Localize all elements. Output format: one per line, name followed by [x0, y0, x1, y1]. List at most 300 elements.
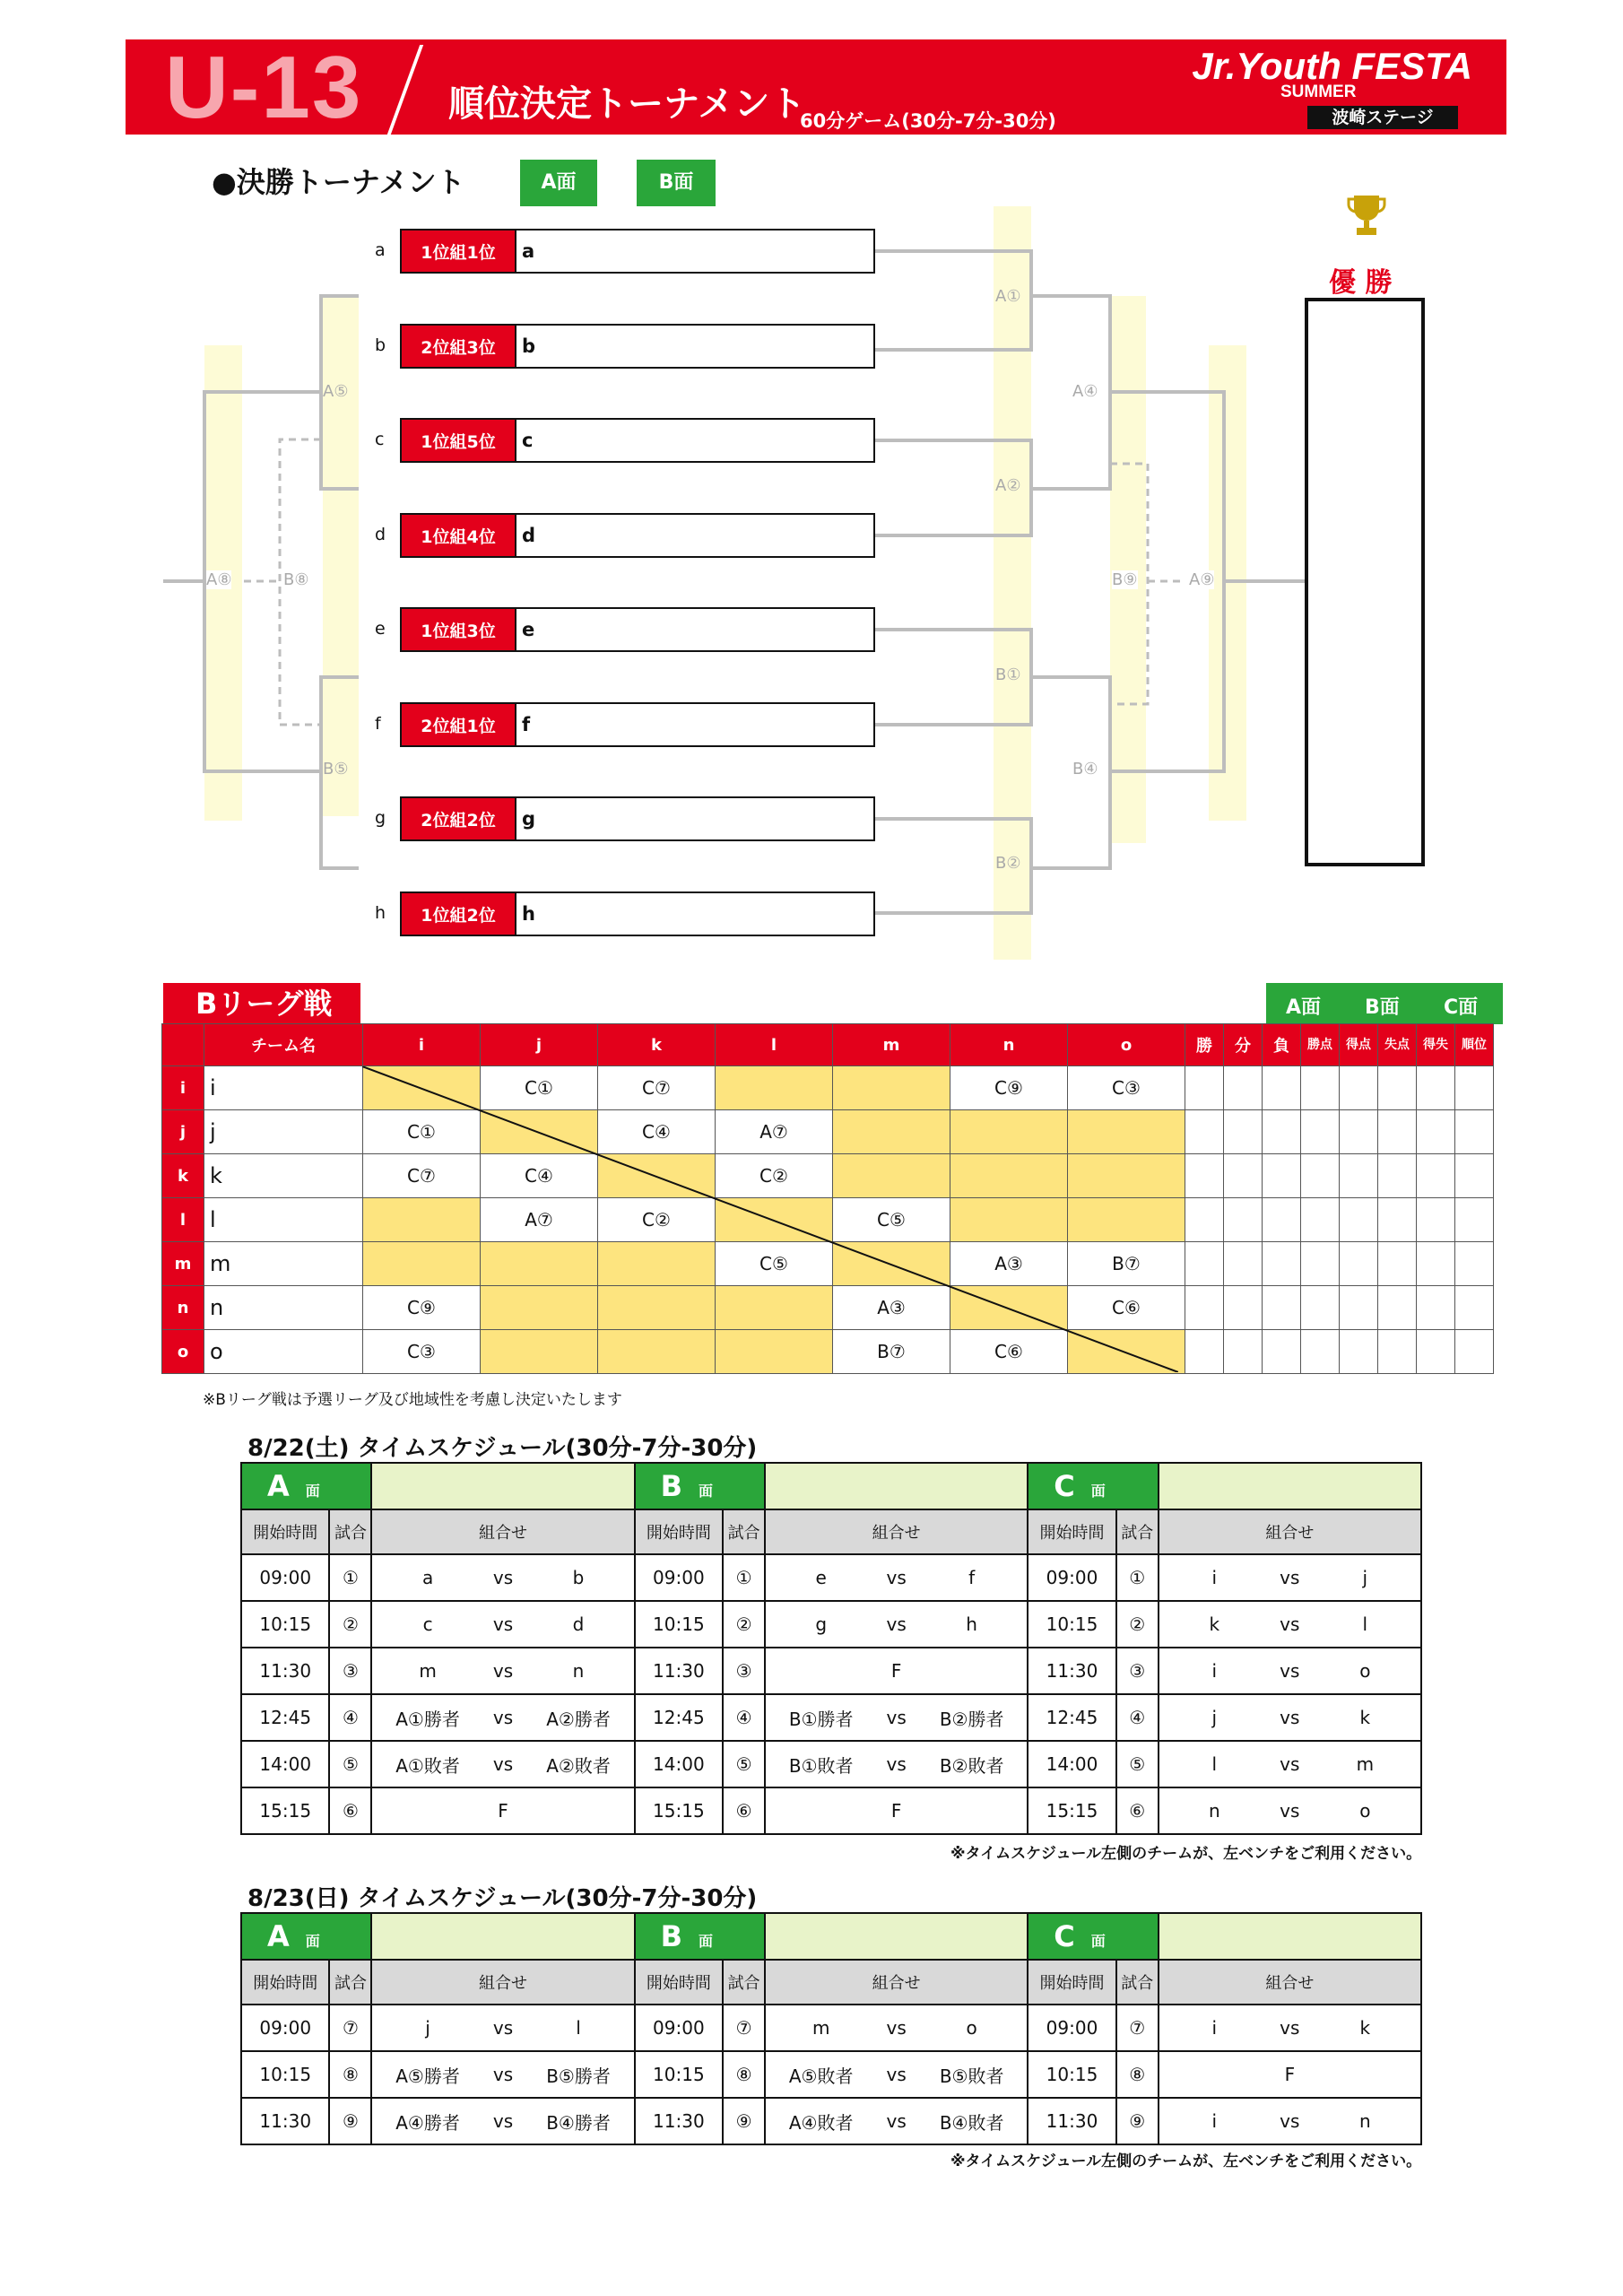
stat-cell	[1185, 1198, 1224, 1242]
start-time: 10:15	[1028, 1601, 1115, 1648]
home-team: i	[1159, 2005, 1270, 2051]
court-letter: C	[1054, 1919, 1075, 1953]
start-time: 11:30	[635, 1648, 723, 1694]
league-court-b: B面	[1365, 996, 1400, 1019]
col-match: 試合	[1116, 1509, 1159, 1554]
away-team: k	[1310, 1694, 1421, 1741]
match-label-final: B⑧	[283, 570, 309, 589]
vs-label: vs	[876, 1601, 916, 1648]
column-header-row	[241, 1509, 1421, 1554]
match-number: ⑨	[723, 2098, 765, 2144]
slot-letter: d	[375, 525, 386, 544]
row-header: i	[162, 1066, 204, 1110]
slot-seed: 1位組3位	[400, 607, 516, 652]
col-header: l	[716, 1024, 833, 1066]
schedule-row	[241, 1694, 1421, 1741]
away-team: o	[1310, 1648, 1421, 1694]
court-label	[635, 1913, 765, 1960]
team-name: n	[204, 1286, 363, 1330]
stat-cell	[1340, 1330, 1378, 1374]
stat-cell	[1378, 1330, 1417, 1374]
away-team: B④敗者	[916, 2098, 1028, 2144]
stat-cell	[1263, 1330, 1301, 1374]
vs-label: vs	[1270, 1601, 1310, 1648]
row-header: j	[162, 1110, 204, 1154]
away-team: A②勝者	[523, 1694, 634, 1741]
stat-cell	[1340, 1242, 1378, 1286]
home-team: A④勝者	[371, 2098, 482, 2144]
home-team: A①勝者	[371, 1694, 482, 1741]
home-team: A①敗者	[371, 1741, 482, 1787]
stat-cell	[1185, 1242, 1224, 1286]
court-header-row	[241, 1463, 1421, 1509]
stat-cell	[1185, 1066, 1224, 1110]
stat-cell	[1455, 1198, 1494, 1242]
league-cell: A③	[833, 1286, 950, 1330]
schedule-row	[241, 1601, 1421, 1648]
match-number: ⑤	[1116, 1741, 1159, 1787]
stat-cell	[1301, 1154, 1340, 1198]
start-time: 12:45	[241, 1694, 329, 1741]
court-letter: A	[267, 1919, 290, 1953]
stat-header: 負	[1263, 1024, 1301, 1066]
vs-label: vs	[483, 1601, 524, 1648]
home-team: A⑤敗者	[765, 2051, 876, 2098]
away-team: f	[916, 1554, 1028, 1601]
stat-header: 勝	[1185, 1024, 1224, 1066]
stat-cell	[1378, 1110, 1417, 1154]
match-label-r1: A①	[995, 287, 1021, 306]
slot-letter: c	[375, 430, 385, 449]
match-number: ⑤	[723, 1741, 765, 1787]
stat-header: 得失	[1417, 1024, 1455, 1066]
vs-label: vs	[1270, 2098, 1310, 2144]
champion-label: 優 勝	[1329, 267, 1393, 299]
vs-label: vs	[1270, 1554, 1310, 1601]
stat-cell	[1340, 1154, 1378, 1198]
stat-cell	[1263, 1154, 1301, 1198]
col-match: 試合	[723, 1509, 765, 1554]
match-number: ②	[723, 1601, 765, 1648]
league-cell: A⑦	[481, 1198, 598, 1242]
stat-cell	[1185, 1154, 1224, 1198]
court-b-badge: B面	[637, 160, 716, 206]
stat-cell	[1378, 1154, 1417, 1198]
col-match: 試合	[1116, 1960, 1159, 2005]
stat-cell	[1224, 1154, 1263, 1198]
schedule-row	[241, 1741, 1421, 1787]
away-team: B②勝者	[916, 1694, 1028, 1741]
team-name: l	[204, 1198, 363, 1242]
slot-letter: b	[375, 335, 386, 355]
court-suffix: 面	[699, 1933, 714, 1950]
match-number: ①	[1116, 1554, 1159, 1601]
league-cell: C④	[598, 1110, 716, 1154]
start-time: 10:15	[635, 2051, 723, 2098]
match-number: ⑧	[723, 2051, 765, 2098]
court-label	[1028, 1463, 1158, 1509]
home-team: c	[371, 1601, 482, 1648]
start-time: 09:00	[241, 1554, 329, 1601]
col-pair: 組合せ	[1159, 1509, 1421, 1554]
day1-title: 8/22(土) タイムスケジュール(30分-7分-30分)	[247, 1435, 758, 1462]
match-label-r2: A④	[1072, 382, 1098, 401]
court-letter: A	[267, 1469, 290, 1503]
team-header: チーム名	[204, 1024, 363, 1066]
row-header: l	[162, 1198, 204, 1242]
category-title: U-13	[165, 38, 363, 136]
vs-label: vs	[876, 1741, 916, 1787]
start-time: 10:15	[241, 1601, 329, 1648]
stat-cell	[1417, 1154, 1455, 1198]
home-team: n	[1159, 1787, 1270, 1834]
home-team: j	[371, 2005, 482, 2051]
court-suffix: 面	[1090, 1483, 1106, 1500]
slot-letter: a	[375, 240, 386, 260]
league-cell: C③	[363, 1330, 481, 1374]
stat-cell	[1263, 1110, 1301, 1154]
col-time: 開始時間	[241, 1960, 329, 2005]
match-label-r2: B⑤	[323, 760, 349, 778]
schedule-row	[241, 1554, 1421, 1601]
col-pair: 組合せ	[371, 1509, 634, 1554]
stat-cell	[1224, 1198, 1263, 1242]
slot-seed: 2位組3位	[400, 324, 516, 369]
stat-cell	[1378, 1242, 1417, 1286]
home-team: B①敗者	[765, 1741, 876, 1787]
home-team: m	[371, 1648, 482, 1694]
match-number: ①	[723, 1554, 765, 1601]
away-team: j	[1310, 1554, 1421, 1601]
league-diagonal	[362, 1066, 1178, 1372]
col-pair: 組合せ	[765, 1509, 1028, 1554]
match-label-r1: B①	[995, 665, 1021, 684]
home-team: A⑤勝者	[371, 2051, 482, 2098]
away-team: n	[523, 1648, 634, 1694]
stat-cell	[1224, 1242, 1263, 1286]
match-label-r1: B②	[995, 854, 1021, 873]
league-court-a: A面	[1286, 996, 1322, 1019]
slot-letter: h	[375, 903, 386, 923]
match-number: ⑧	[1116, 2051, 1159, 2098]
start-time: 12:45	[635, 1694, 723, 1741]
match-label-final: A⑧	[206, 570, 232, 589]
stat-header: 得点	[1340, 1024, 1378, 1066]
vs-label: vs	[876, 2051, 916, 2098]
stage-badge: 波崎ステージ	[1307, 106, 1458, 129]
match-number: ⑧	[329, 2051, 371, 2098]
vs-label: vs	[1270, 1787, 1310, 1834]
start-time: 11:30	[241, 2098, 329, 2144]
stat-cell	[1185, 1286, 1224, 1330]
team-name: k	[204, 1154, 363, 1198]
col-time: 開始時間	[241, 1509, 329, 1554]
slot-team: g	[516, 796, 875, 841]
col-pair: 組合せ	[371, 1960, 634, 2005]
home-team: g	[765, 1601, 876, 1648]
day2-schedule-table	[240, 1912, 1422, 2145]
stat-cell	[1263, 1286, 1301, 1330]
league-cell: C⑥	[1068, 1286, 1185, 1330]
col-time: 開始時間	[635, 1960, 723, 2005]
stat-cell	[1185, 1110, 1224, 1154]
start-time: 11:30	[1028, 2098, 1115, 2144]
court-header-blank	[371, 1913, 634, 1960]
match-free: F	[371, 1787, 634, 1834]
champion-box	[1305, 298, 1425, 866]
stat-cell	[1301, 1110, 1340, 1154]
stat-cell	[1417, 1198, 1455, 1242]
match-number: ⑦	[1116, 2005, 1159, 2051]
slot-seed: 1位組2位	[400, 891, 516, 936]
stat-cell	[1455, 1242, 1494, 1286]
start-time: 11:30	[1028, 1648, 1115, 1694]
stat-header: 勝点	[1301, 1024, 1340, 1066]
start-time: 15:15	[635, 1787, 723, 1834]
home-team: A④敗者	[765, 2098, 876, 2144]
away-team: m	[1310, 1741, 1421, 1787]
home-team: a	[371, 1554, 482, 1601]
league-cell: C⑦	[598, 1066, 716, 1110]
page-subtitle: 60分ゲーム(30分-7分-30分)	[800, 110, 1056, 132]
league-cell: C④	[481, 1154, 598, 1198]
start-time: 15:15	[241, 1787, 329, 1834]
start-time: 11:30	[635, 2098, 723, 2144]
match-number: ③	[1116, 1648, 1159, 1694]
team-name: m	[204, 1242, 363, 1286]
col-time: 開始時間	[635, 1509, 723, 1554]
vs-label: vs	[1270, 2005, 1310, 2051]
league-cell: C②	[716, 1154, 833, 1198]
vs-label: vs	[483, 2098, 524, 2144]
match-number: ②	[329, 1601, 371, 1648]
court-header-blank	[1159, 1913, 1421, 1960]
col-time: 開始時間	[1028, 1960, 1115, 2005]
col-match: 試合	[329, 1509, 371, 1554]
slot-seed: 2位組2位	[400, 796, 516, 841]
start-time: 09:00	[1028, 2005, 1115, 2051]
court-suffix: 面	[1090, 1933, 1106, 1950]
col-header: o	[1068, 1024, 1185, 1066]
stat-cell	[1301, 1330, 1340, 1374]
league-cell: C⑥	[950, 1330, 1068, 1374]
home-team: e	[765, 1554, 876, 1601]
stat-cell	[1455, 1330, 1494, 1374]
court-a-badge: A面	[520, 160, 597, 206]
column-header-row	[241, 1960, 1421, 2005]
league-title: Bリーグ戦	[163, 983, 360, 1024]
col-header: i	[363, 1024, 481, 1066]
stat-cell	[1378, 1286, 1417, 1330]
league-cell: C②	[598, 1198, 716, 1242]
home-team: k	[1159, 1601, 1270, 1648]
court-suffix: 面	[305, 1933, 320, 1950]
stat-cell	[1340, 1066, 1378, 1110]
league-court-c: C面	[1444, 996, 1479, 1019]
home-team: i	[1159, 1554, 1270, 1601]
stat-cell	[1455, 1286, 1494, 1330]
stat-cell	[1224, 1330, 1263, 1374]
stat-cell	[1455, 1110, 1494, 1154]
slot-letter: e	[375, 619, 386, 639]
stat-cell	[1378, 1198, 1417, 1242]
col-match: 試合	[723, 1960, 765, 2005]
away-team: k	[1310, 2005, 1421, 2051]
away-team: l	[1310, 1601, 1421, 1648]
stat-cell	[1417, 1066, 1455, 1110]
home-team: l	[1159, 1741, 1270, 1787]
match-number: ①	[329, 1554, 371, 1601]
team-name: i	[204, 1066, 363, 1110]
stat-cell	[1417, 1110, 1455, 1154]
stat-cell	[1340, 1198, 1378, 1242]
court-letter: B	[660, 1469, 683, 1503]
schedule-row	[241, 2005, 1421, 2051]
court-label	[1028, 1913, 1158, 1960]
league-header-row	[162, 1024, 1494, 1066]
match-free: F	[765, 1787, 1028, 1834]
col-header: n	[950, 1024, 1068, 1066]
away-team: o	[916, 2005, 1028, 2051]
match-label-r2: B④	[1072, 760, 1098, 778]
league-cell: C⑤	[716, 1242, 833, 1286]
away-team: d	[523, 1601, 634, 1648]
day1-note: ※タイムスケジュール左側のチームが、左ベンチをご利用ください。	[950, 1845, 1422, 1863]
slot-seed: 2位組1位	[400, 702, 516, 747]
slot-team: b	[516, 324, 875, 369]
slot-team: f	[516, 702, 875, 747]
match-number: ③	[329, 1648, 371, 1694]
match-number: ④	[723, 1694, 765, 1741]
court-header-blank	[765, 1913, 1028, 1960]
match-label-final: A⑨	[1189, 570, 1215, 589]
vs-label: vs	[483, 1554, 524, 1601]
stat-cell	[1378, 1066, 1417, 1110]
match-number: ⑥	[329, 1787, 371, 1834]
match-number: ②	[1116, 1601, 1159, 1648]
match-label-r1: A②	[995, 476, 1021, 495]
match-number: ④	[329, 1694, 371, 1741]
stat-cell	[1340, 1110, 1378, 1154]
slot-letter: f	[375, 714, 381, 734]
start-time: 09:00	[241, 2005, 329, 2051]
row-header: m	[162, 1242, 204, 1286]
stat-cell	[1185, 1330, 1224, 1374]
slot-team: a	[516, 229, 875, 274]
court-label	[241, 1463, 371, 1509]
stat-cell	[1263, 1066, 1301, 1110]
stat-cell	[1301, 1198, 1340, 1242]
court-header-blank	[371, 1463, 634, 1509]
vs-label: vs	[876, 1554, 916, 1601]
court-suffix: 面	[699, 1483, 714, 1500]
home-team: j	[1159, 1694, 1270, 1741]
start-time: 10:15	[241, 2051, 329, 2098]
stat-header: 失点	[1378, 1024, 1417, 1066]
away-team: l	[523, 2005, 634, 2051]
stat-cell	[1224, 1286, 1263, 1330]
tournament-heading: ●決勝トーナメント	[212, 165, 465, 199]
logo-sub: SUMMER	[1280, 83, 1357, 101]
vs-label: vs	[483, 2051, 524, 2098]
vs-label: vs	[483, 1648, 524, 1694]
match-number: ⑦	[329, 2005, 371, 2051]
stat-cell	[1224, 1066, 1263, 1110]
day2-title: 8/23(日) タイムスケジュール(30分-7分-30分)	[247, 1885, 758, 1912]
match-number: ⑥	[723, 1787, 765, 1834]
slot-seed: 1位組1位	[400, 229, 516, 274]
trophy-icon	[1347, 192, 1386, 239]
schedule-row	[241, 2051, 1421, 2098]
league-cell: B⑦	[1068, 1242, 1185, 1286]
match-number: ③	[723, 1648, 765, 1694]
away-team: b	[523, 1554, 634, 1601]
vs-label: vs	[1270, 1694, 1310, 1741]
slot-seed: 1位組4位	[400, 513, 516, 558]
stat-header: 分	[1224, 1024, 1263, 1066]
away-team: n	[1310, 2098, 1421, 2144]
court-header-row	[241, 1913, 1421, 1960]
start-time: 11:30	[241, 1648, 329, 1694]
slot-letter: g	[375, 808, 386, 828]
slot-team: d	[516, 513, 875, 558]
league-courts	[1266, 983, 1503, 1024]
start-time: 10:15	[635, 1601, 723, 1648]
slot-team: h	[516, 891, 875, 936]
row-header: k	[162, 1154, 204, 1198]
home-team: i	[1159, 1648, 1270, 1694]
court-letter: C	[1054, 1469, 1075, 1503]
col-pair: 組合せ	[1159, 1960, 1421, 2005]
court-letter: B	[660, 1919, 683, 1953]
col-time: 開始時間	[1028, 1509, 1115, 1554]
stat-cell	[1224, 1110, 1263, 1154]
slot-seed: 1位組5位	[400, 418, 516, 463]
schedule-row	[241, 2098, 1421, 2144]
start-time: 14:00	[241, 1741, 329, 1787]
stat-cell	[1455, 1066, 1494, 1110]
col-header: j	[481, 1024, 598, 1066]
stat-cell	[1301, 1286, 1340, 1330]
stat-cell	[1263, 1242, 1301, 1286]
league-cell: C⑦	[363, 1154, 481, 1198]
stat-cell	[1301, 1242, 1340, 1286]
match-number: ⑦	[723, 2005, 765, 2051]
league-cell: B⑦	[833, 1330, 950, 1374]
match-number: ⑨	[329, 2098, 371, 2144]
away-team: B④勝者	[523, 2098, 634, 2144]
match-free: F	[765, 1648, 1028, 1694]
start-time: 15:15	[1028, 1787, 1115, 1834]
match-free: F	[1159, 2051, 1421, 2098]
slot-team: e	[516, 607, 875, 652]
stat-cell	[1417, 1330, 1455, 1374]
start-time: 09:00	[635, 2005, 723, 2051]
stat-cell	[1417, 1242, 1455, 1286]
league-cell: C⑤	[833, 1198, 950, 1242]
col-match: 試合	[329, 1960, 371, 2005]
logo-main: Jr.Youth FESTA	[1192, 45, 1472, 87]
start-time: 09:00	[635, 1554, 723, 1601]
start-time: 09:00	[1028, 1554, 1115, 1601]
start-time: 10:15	[1028, 2051, 1115, 2098]
vs-label: vs	[876, 2098, 916, 2144]
league-cell: C⑨	[950, 1066, 1068, 1110]
vs-label: vs	[1270, 1648, 1310, 1694]
row-header: n	[162, 1286, 204, 1330]
day1-schedule-table	[240, 1462, 1422, 1835]
stat-cell	[1417, 1286, 1455, 1330]
